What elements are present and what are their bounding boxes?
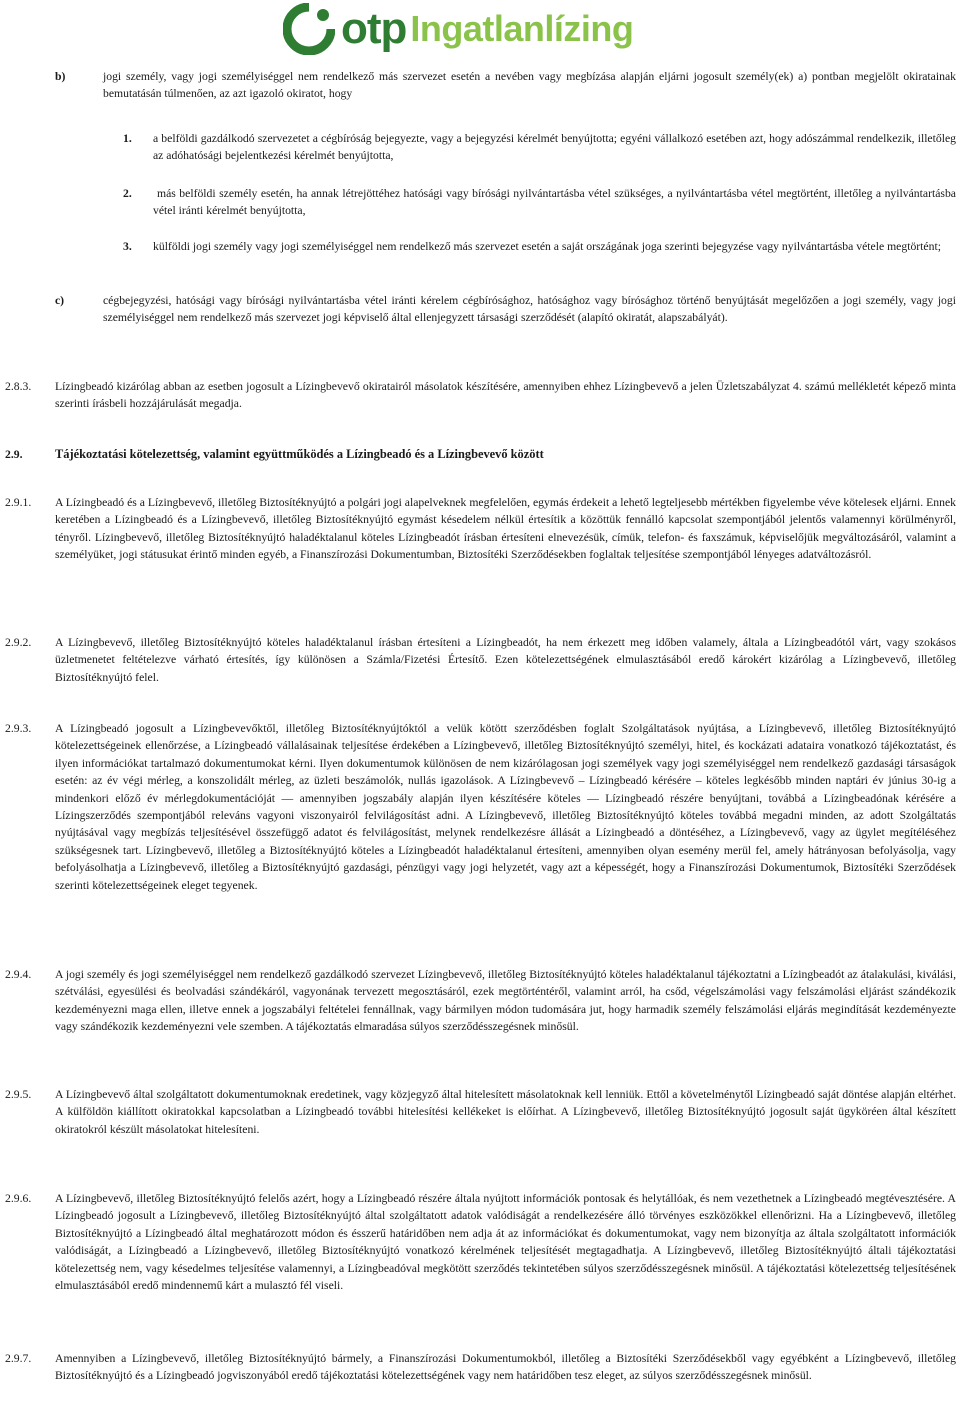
section-text-2-9-1: A Lízingbeadó és a Lízingbevevő, illetőleg Biztosítéknyújtó a polgári jogi alapelveknek megfelelően, egymás érdekeit a lehető legteljesebb mértékben figyelembe véve kötelesek eljárni. Ennek keretében a Lízingbeadó és a Lízingbevevő, illetőleg Biztosítéknyújtó egymást késedelem nélkül értesítik a közöttük fennálló kapcsolat szempontjából jelentős valamennyi körülményről, tényről. Lízingbevevő, illetőleg Biztosítéknyújtó haladéktalanul köteles Lízingbeadót írásban értesíteni elnevezésük, címük, telefon- és faxszámuk, képviselőjük megváltozásáról, valamint a személyüket, jogi státusukat érintő minden egyéb, a Finanszírozási Dokumentumban, Biztosítéki Szerződésekben foglaltak teljesítése szempontjából lényeges adatváltozásról. <box>55 496 956 562</box>
section-text-2-9-7: Amennyiben a Lízingbevevő, illetőleg Biztosítéknyújtó bármely, a Finanszírozási Dokumentumokból, illetőleg a Biztosítéki Szerződésekből vagy egyébként a Lízingbevevő, illetőleg Biztosítéknyújtó és a Lízingbeadó jogviszonyából eredő tájékoztatási kötelezettségének vagy nem határidőben tesz eleget, az súlyos szerződésszegésnek minősül. <box>55 1352 956 1383</box>
otp-ingatlanlizing-logo <box>283 0 703 58</box>
list-b-item-1-num: 1. <box>123 132 132 145</box>
list-b-item-3-num: 3. <box>123 240 132 253</box>
list-label-c: c) <box>55 294 65 307</box>
section-num-2-9-7: 2.9.7. <box>5 1352 32 1365</box>
section-num-2-9-2: 2.9.2. <box>5 636 32 649</box>
section-text-2-9-4: A jogi személy és jogi személyiséggel nem rendelkező gazdálkodó szervezet Lízingbevevő, illetőleg Biztosítéknyújtó köteles haladéktalanul tájékoztatni a Lízingbeadót az átalakulási, kiválási, szétválási, egyesülési és beolvadási szándékáról, vagyonának tervezett megosztásáról, ezek megtörténtéről, valamint arról, ha csőd, végelszámolási vagy felszámolási eljárást szándékozik kezdeményezni maga ellen, illetve ennek a jogszabályi feltételei fennállnak, vagy bármilyen módon tudomására jut, hogy harmadik személy felszámolási eljárás megindítását kezdeményezte vagy szándékozik kezdeményezni vele szemben. A tájékoztatás elmaradása súlyos szerződésszegésnek minősül. <box>55 968 956 1034</box>
section-num-2-8-3: 2.8.3. <box>5 380 32 393</box>
section-num-2-9-4: 2.9.4. <box>5 968 32 981</box>
otp-swirl-icon <box>283 3 335 55</box>
section-text-2-9-6: A Lízingbevevő, illetőleg Biztosítéknyújtó felelős azért, hogy a Lízingbeadó részére általa nyújtott információk pontosak és helytállóak, és nem vezethetnek a Lízingbeadó megtévesztésére. A Lízingbeadó jogosult a Lízingbevevő, illetőleg Biztosítéknyújtó által szolgáltatott adatok valódiságát a rendelkezésére álló törvényes eszközökkel ellenőrizni. Ha a Lízingbevevő, illetőleg Biztosítéknyújtó a Lízingbeadó által meghatározott módon és ésszerű határidőben nem adja át az információkat és dokumentumokat, vagy nem bizonyítja az általa szolgáltatott információk valódiságát, a Lízingbeadó a Lízingbevevő, illetőleg Biztosítéknyújtó vonatkozó kérelmének teljesítését megtagadhatja. A Lízingbevevő, illetőleg Biztosítéknyújtó általi tájékoztatási kötelezettség nem, vagy késedelmes teljesítése valamennyi, a Lízingbeadóval megkötött szerződés tekintetében súlyos szerződésszegésnek minősül. A tájékoztatási kötelezettség teljesítésének elmulasztásából eredő mindennemű kárt a mulasztó fél viseli. <box>55 1192 956 1293</box>
section-text-2-9-2: A Lízingbevevő, illetőleg Biztosítéknyújtó köteles haladéktalanul írásban értesíteni a Lízingbeadót, ha nem érkezett meg időben valamely, általa a Lízingbeadótól várt, vagy szokásos üzletmenetet feltételezve várható értesítés, így különösen a Számla/Fizetési Értesítő. Ezen kötelezettségének elmulasztásából eredő károkért kizárólag a Lízingbevevő, illetőleg Biztosítéknyújtó felel. <box>55 636 956 684</box>
section-num-2-9-1: 2.9.1. <box>5 496 32 509</box>
list-b-item-2-text: más belföldi személy esetén, ha annak létrejöttéhez hatósági vagy bírósági nyilvántartásba vétel szükséges, a nyilvántartásba vétel megtörtént, illetőleg a nyilvántartásba vétel iránti kérelmét benyújtotta, <box>153 187 956 218</box>
brand-ingatlanlizing: Ingatlanlízing <box>410 8 634 49</box>
list-b-item-3-text: külföldi jogi személy vagy jogi személyiséggel nem rendelkező más szervezet esetén a saját országának joga szerinti bejegyzése vagy nyilvántartásba vétele megtörtént; <box>153 240 941 253</box>
list-label-b: b) <box>55 70 66 83</box>
section-text-2-9-5: A Lízingbevevő által szolgáltatott dokumentumoknak eredetinek, vagy közjegyző által hitelesített másolatoknak kell lenniük. Ettől a követelménytől Lízingbeadó saját döntése alapján eltérhet. A külföldön kiállított okiratokkal kapcsolatban a Lízingbeadó további hitelesítési kellékeket is előírhat. A Lízingbevevő, illetőleg Biztosítéknyújtó jogosult saját ügyköréen által készített okiratokról készült másolatokat hitelesíteni. <box>55 1088 956 1136</box>
list-b-intro: jogi személy, vagy jogi személyiséggel nem rendelkező más szervezet esetén a nevében vagy megbízása alapján eljárni jogosult személy(ek) a) pontban megjelölt okiratainak bemutatásán túlmenően, az azt igazoló okiratot, hogy <box>103 70 956 101</box>
section-num-2-9-3: 2.9.3. <box>5 722 32 735</box>
section-text-2-8-3: Lízingbeadó kizárólag abban az esetben jogosult a Lízingbevevő okiratairól másolatok készítésére, amennyiben ehhez Lízingbevevő a jelen Üzletszabályzat 4. számú mellékletét képező minta szerinti írásbeli hozzájárulását megadja. <box>55 380 956 411</box>
heading-num-2-9: 2.9. <box>5 448 23 461</box>
list-b-item-2-num: 2. <box>123 187 132 200</box>
heading-title-2-9: Tájékoztatási kötelezettség, valamint együttműködés a Lízingbeadó és a Lízingbevevő között <box>55 447 544 461</box>
section-num-2-9-5: 2.9.5. <box>5 1088 32 1101</box>
section-num-2-9-6: 2.9.6. <box>5 1192 32 1205</box>
list-b-item-1-text: a belföldi gazdálkodó szervezetet a cégbíróság bejegyezte, vagy a bejegyzési kérelmét benyújtotta; egyéni vállalkozó esetében azt, hogy adószámmal rendelkezik, illetőleg az adóhatósági bejelentkezési kérelmét benyújtotta, <box>153 132 956 163</box>
list-c-text: cégbejegyzési, hatósági vagy bírósági nyilvántartásba vétel iránti kérelem cégbírósághoz, hatósághoz vagy bírósághoz történő benyújtását megelőzően a jogi személy, vagy jogi személyiséggel nem rendelkező más szervezet jogi képviselő által ellenjegyzett társasági szerződését (alapító okiratát, alapszabályát). <box>103 294 956 325</box>
section-text-2-9-3: A Lízingbeadó jogosult a Lízingbevevőktől, illetőleg Biztosítéknyújtóktól a velük kötött szerződésben foglalt Szolgáltatások nyújtása, a Lízingbevevő, illetőleg Biztosítéknyújtó kötelezettségeinek ellenőrzése, a Lízingbeadó vállalásainak teljesítése érdekében a Lízingbevevő, illetőleg Biztosítéknyújtó személyi, hitel, és kockázati adataira vonatkozó tájékoztatást, és ilyen információkat tartalmazó dokumentumokat kérni. Ilyen dokumentumok különösen de nem kizárólagosan jogi személyek vagy jogi személyiséggel nem rendelkező gazdasági társaságok esetén: az év végi mérleg, a konszolidált mérleg, az üzleti beszámolók, nullás igazolások. A Lízingbevevő – Lízingbeadó kérésére – köteles legkésőbb minden naptári év június 30-ig a mindenkori előző év mérlegdokumentációját — amennyiben jogszabály alapján ilyen készítésére köteles — Lízingbeadó részére benyújtani, továbbá a Lízingbeadónak kérésére a Lízingszerződés szempontjából releváns vagyoni viszonyairól felvilágosítást adni. A Lízingbevevő, illetőleg Biztosítéknyújtó köteles továbbá megadni minden, az adott Szolgáltatás nyújtásával vagy megbízás teljesítésével összefüggő adatot és felvilágosítást, melynek rendelkezésre állását a Lízingbeadó a döntéséhez, a Lízingbevevő, vagy az ügylet megítéléséhez szükségesnek tart. Lízingbevevő, illetőleg a Biztosítéknyújtó köteles a Lízingbeadót haladéktalanul értesíteni, amennyiben olyan esemény merül fel, amely hátrányosan befolyásolja, vagy befolyásolhatja a Lízingbevevő, illetőleg a Biztosítéknyújtó gazdasági, pénzügyi vagy jogi helyzetét, vagy azt a képességét, hogy a Finanszírozási Dokumentumok, Biztosítéki Szerződések szerinti kötelezettségeinek eleget tegyenek. <box>55 722 956 892</box>
brand-otp: otp <box>341 4 407 53</box>
